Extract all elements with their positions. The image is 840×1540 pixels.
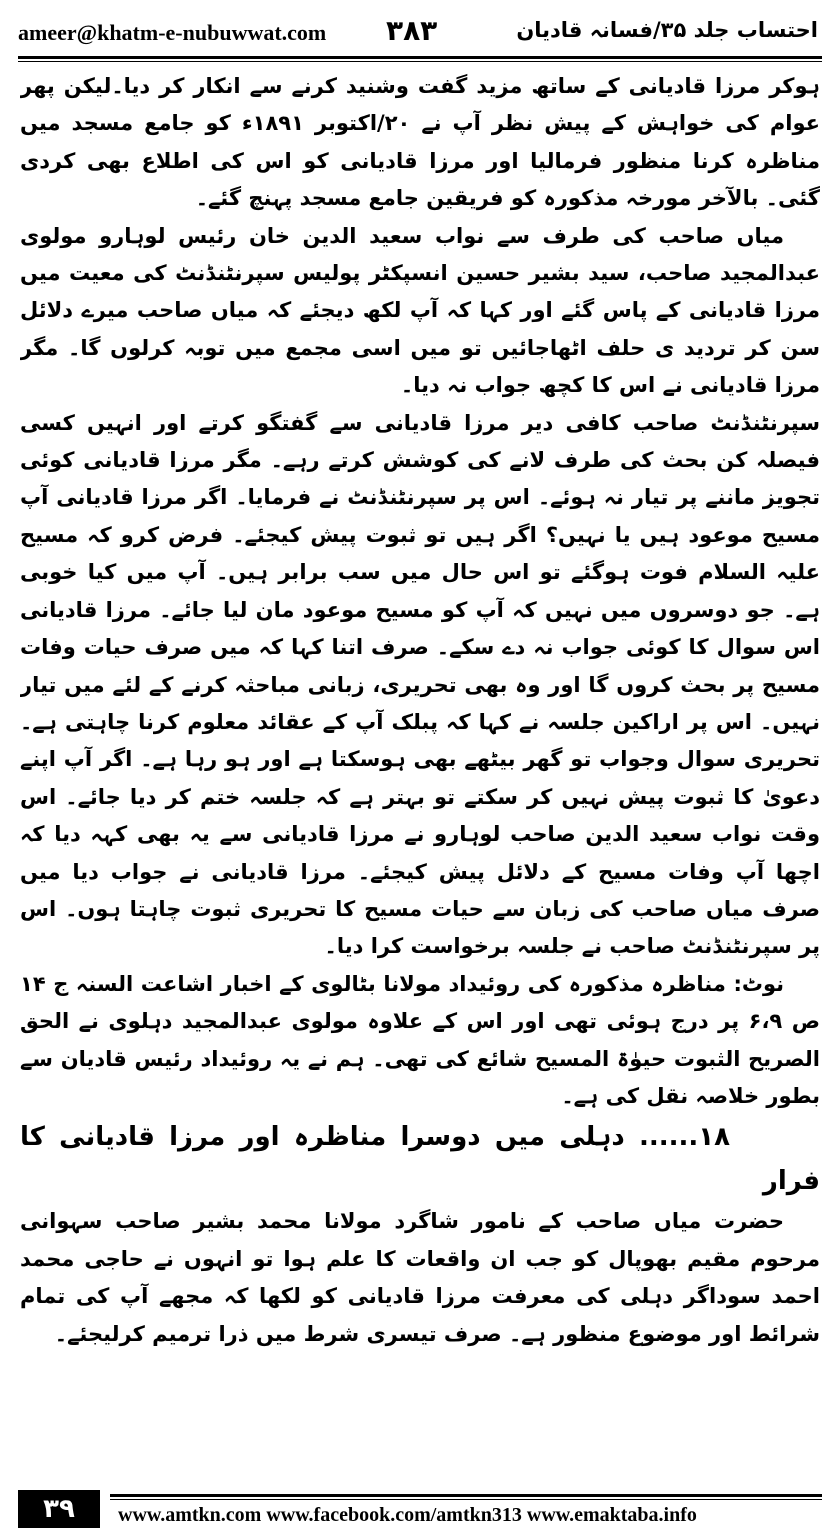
note-paragraph: نوٹ: مناظرہ مذکورہ کی روئیداد مولانا بٹالوی کے اخبار اشاعت السنہ ج ۱۴ ص ۶،۹ پر درج ہوئی تھی اور اس کے علاوہ مولوی عبدالمجید دہلوی نے الحق الصریح الثبوت حیوٰۃ المسیح شائع کی تھی۔ ہم نے یہ روئیداد رئیس قادیان سے بطور خلاصہ نقل کی ہے۔ (20, 971, 820, 1108)
footer-divider-thin (110, 1499, 822, 1500)
page-header (18, 14, 822, 54)
paragraph-3: سپرنٹنڈنٹ صاحب کافی دیر مرزا قادیانی سے گفتگو کرتے اور انہیں کسی فیصلہ کن بحث کی طرف لانے کی کوشش کرتے رہے۔ مگر مرزا قادیانی کوئی تجویز ماننے پر تیار نہ ہوئے۔ اس پر سپرنٹنڈنٹ نے فرمایا۔ اگر مرزا قادیانی آپ مسیح موعود ہیں یا نہیں؟ اگر ہیں تو ثبوت پیش کیجئے۔ فرض کرو کہ مسیح علیہ السلام فوت ہوگئے تو اس حال میں سب برابر ہیں۔ آپ میں کیا خوبی ہے۔ جو دوسروں میں نہیں کہ آپ کو مسیح موعود مان لیا جائے۔ مرزا قادیانی اس سوال کا کوئی جواب نہ دے سکے۔ صرف اتنا کہا کہ میں صرف حیات وفات مسیح پر بحث کروں گا اور وہ بھی تحریری، زبانی مباحثہ کرنے کے لئے میں تیار نہیں۔ اس پر اراکین جلسہ نے کہا کہ پبلک آپ کے عقائد معلوم کرنا چاہتی ہے۔ تحریری سوال وجواب تو گھر بیٹھے بھی ہوسکتا ہے اور ہو رہا ہے۔ اگر آپ اپنے دعویٰ کا ثبوت پیش نہیں کر سکتے تو بہتر ہے کہ جلسہ ختم کر دیا جائے۔ اس وقت نواب سعید الدین صاحب لوہارو نے مرزا قادیانی سے یہ بھی کہہ دیا کہ اچھا آپ وفات مسیح کے دلائل پیش کیجئے۔ مرزا قادیانی نے جواب دیا میں صرف میاں صاحب کی زبان سے حیات مسیح کا تحریری ثبوت چاہتا ہوں۔ اس پر سپرنٹنڈنٹ صاحب نے جلسہ برخواست کرا دیا۔ (20, 410, 820, 959)
paragraph-6: حضرت میاں صاحب کے نامور شاگرد مولانا محمد بشیر صاحب سہوانی مرحوم مقیم بھوپال کو جب ان واقعات کا علم ہوا تو انہوں نے حاجی محمد احمد سوداگر دہلی کی معرفت مرزا قادیانی کو لکھا کہ مجھے آپ کی تمام شرائط اور موضوع منظور ہے۔ صرف تیسری شرط میں ذرا ترمیم کرلیجئے۔ (20, 1209, 820, 1346)
paragraph-1: ہوکر مرزا قادیانی کے ساتھ مزید گفت وشنید کرنے سے انکار کر دیا۔لیکن پھر عوام کی خواہش کے پیش نظر آپ نے ۲۰/اکتوبر ۱۸۹۱ء کو جامع مسجد میں مناظرہ کرنا منظور فرمالیا اور مرزا قادیانی کو اس کی اطلاع بھی کردی گئی۔ بالآخر مورخہ مذکورہ کو فریقین جامع مسجد پہنچ گئے۔ (20, 74, 820, 211)
page-footer (18, 1490, 822, 1528)
footer-page-number: ۳۹ (18, 1490, 100, 1528)
paragraph-2: میاں صاحب کی طرف سے نواب سعید الدین خان رئیس لوہارو مولوی عبدالمجید صاحب، سید بشیر حسین انسپکٹر پولیس سپرنٹنڈنٹ کی معیت میں مرزا قادیانی کے پاس گئے اور کہا کہ آپ لکھ دیجئے کہ میاں صاحب میرے دلائل سن کر تردید ی حلف اٹھاجائیں تو میں اسی مجمع میں توبہ کرلوں گا۔ مگر مرزا قادیانی نے اس کا کچھ جواب نہ دیا۔ (20, 223, 820, 398)
page-body (20, 68, 820, 1444)
footer-divider-thick (110, 1494, 822, 1497)
footer-urls: www.amtkn.com www.facebook.com/amtkn313 www.emaktaba.info (118, 1504, 697, 1526)
header-email: ameer@khatm-e-nubuwwat.com (18, 20, 327, 45)
header-page-number: ۳۸۳ (386, 14, 438, 47)
section-heading: ۱۸...... دہلی میں دوسرا مناظرہ اور مرزا قادیانی کا فرار (20, 1122, 820, 1197)
header-divider-thin (18, 61, 822, 62)
header-divider-thick (18, 56, 822, 59)
header-book-title: احتساب جلد ۳۵/فسانہ قادیان (516, 18, 818, 42)
